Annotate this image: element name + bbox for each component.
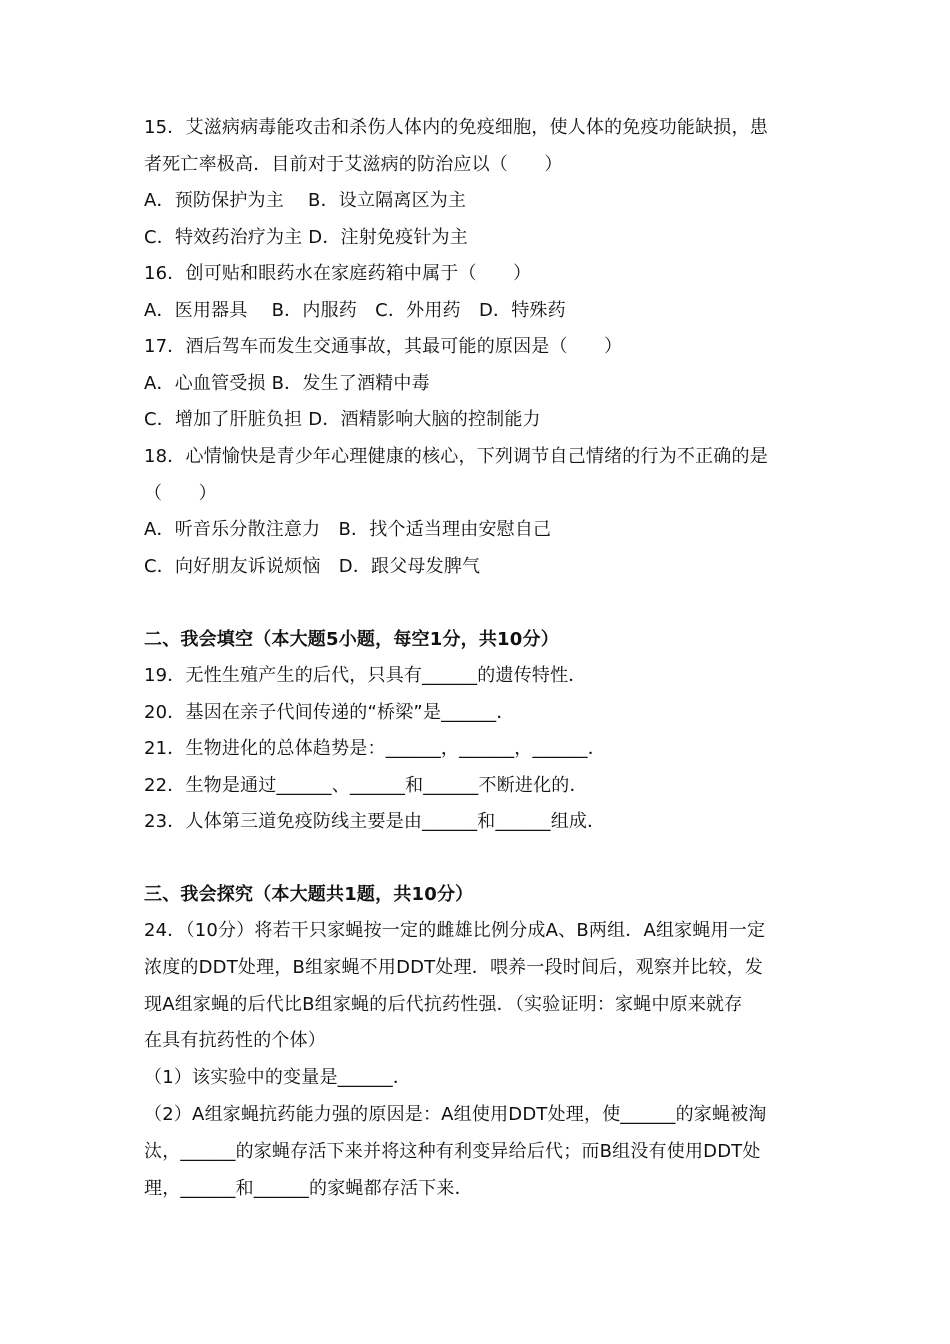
q17-options-ab: A．心血管受损 B．发生了酒精中毒 — [144, 373, 430, 394]
q19: 19．无性生殖产生的后代，只具有______的遗传特性． — [144, 665, 587, 686]
q22: 22．生物是通过______、______和______不断进化的． — [144, 775, 588, 796]
q17-stem: 17．酒后驾车而发生交通事故，其最可能的原因是（ ） — [144, 336, 623, 357]
q24-part2-line2: 汰，______的家蝇存活下来并将这种有利变异给后代；而B组没有使用DDT处 — [144, 1141, 761, 1162]
q23: 23．人体第三道免疫防线主要是由______和______组成． — [144, 811, 606, 832]
q15-stem-line2: 者死亡率极高．目前对于艾滋病的防治应以（ ） — [144, 154, 563, 175]
q15-options-ab: A．预防保护为主 B．设立隔离区为主 — [144, 190, 467, 211]
q16-stem: 16．创可贴和眼药水在家庭药箱中属于（ ） — [144, 263, 532, 284]
q15-options-cd: C．特效药治疗为主 D．注射免疫针为主 — [144, 227, 468, 248]
q16-options: A．医用器具 B．内服药 C．外用药 D．特殊药 — [144, 300, 566, 321]
q18-options-ab: A．听音乐分散注意力 B．找个适当理由安慰自己 — [144, 519, 552, 540]
q18-stem-line2: （ ） — [144, 483, 217, 504]
q15-stem-line1: 15．艾滋病病毒能攻击和杀伤人体内的免疫细胞，使人体的免疫功能缺损，患 — [144, 117, 768, 138]
section-3-heading: 三、我会探究（本大题共1题，共10分） — [144, 884, 474, 905]
q24-part2-line1: （2）A组家蝇抗药能力强的原因是：A组使用DDT处理，使______的家蝇被淘 — [144, 1104, 767, 1125]
q24-stem-line4: 在具有抗药性的个体） — [144, 1030, 326, 1051]
q21: 21．生物进化的总体趋势是：______，______，______． — [144, 738, 606, 759]
q20: 20．基因在亲子代间传递的“桥梁”是______． — [144, 702, 515, 723]
q24-stem-line2: 浓度的DDT处理，B组家蝇不用DDT处理．喂养一段时间后，观察并比较，发 — [144, 957, 763, 978]
q18-stem-line1: 18．心情愉快是青少年心理健康的核心，下列调节自己情绪的行为不正确的是 — [144, 446, 768, 467]
q24-part2-line3: 理，______和______的家蝇都存活下来． — [144, 1178, 473, 1199]
q24-part1: （1）该实验中的变量是______． — [144, 1067, 412, 1088]
q24-stem-line3: 现A组家蝇的后代比B组家蝇的后代抗药性强．（实验证明：家蝇中原来就存 — [144, 994, 743, 1015]
q17-options-cd: C．增加了肝脏负担 D．酒精影响大脑的控制能力 — [144, 409, 541, 430]
q18-options-cd: C．向好朋友诉说烦恼 D．跟父母发脾气 — [144, 556, 481, 577]
section-2-heading: 二、我会填空（本大题5小题，每空1分，共10分） — [144, 629, 559, 650]
q24-stem-line1: 24．（10分）将若干只家蝇按一定的雌雄比例分成A、B两组．A组家蝇用一定 — [144, 920, 766, 941]
